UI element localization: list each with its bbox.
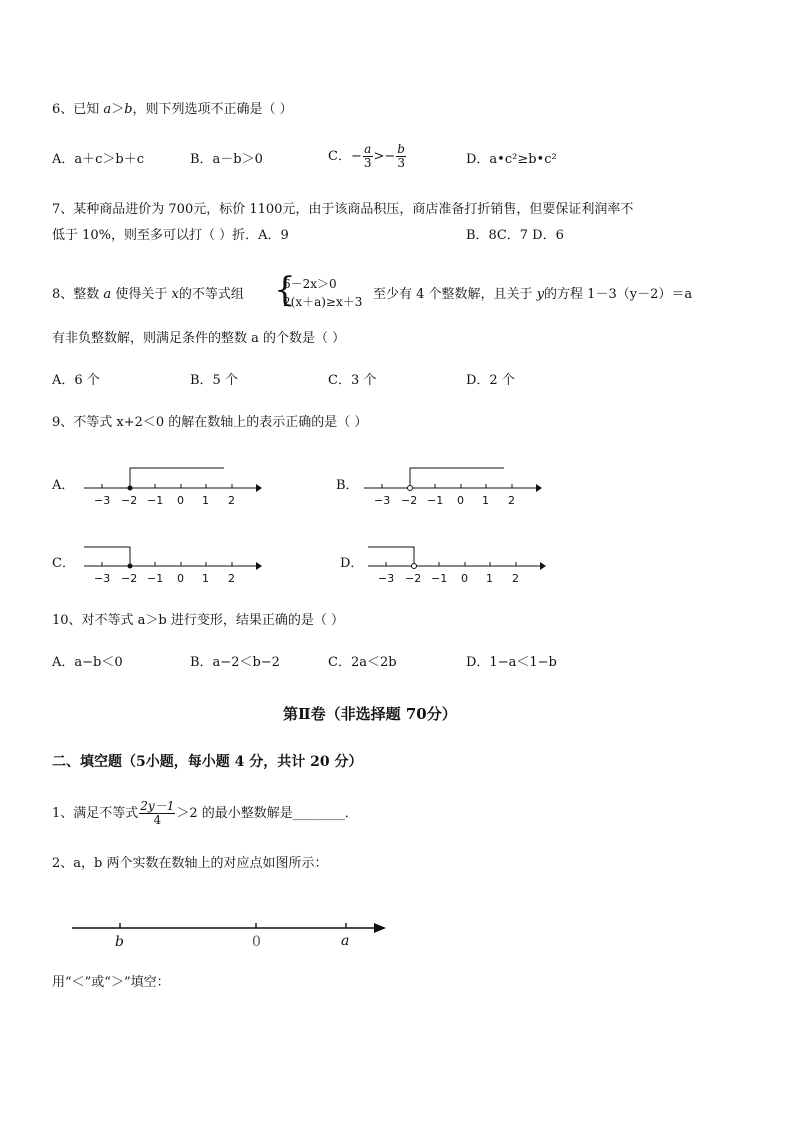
q8-line2: 有非负整数解，则满足条件的整数 a 的个数是（ ） bbox=[52, 331, 346, 346]
solid-point bbox=[128, 486, 133, 491]
hollow-point bbox=[408, 486, 413, 491]
tick-label: −3 bbox=[94, 572, 111, 585]
point-label-a: a bbox=[341, 933, 350, 949]
q9-option-d-label: D． bbox=[340, 556, 364, 571]
point-label-b: b bbox=[115, 934, 124, 950]
q9-option-a-label: A． bbox=[52, 478, 75, 493]
origin-label: 0 bbox=[252, 934, 261, 950]
tick-label: −1 bbox=[427, 494, 444, 507]
q8-option-c: C．3 个 bbox=[328, 373, 377, 388]
q9-option-c-label: C． bbox=[52, 556, 75, 571]
tick-label: −2 bbox=[121, 572, 138, 585]
q8-option-d: D．2 个 bbox=[466, 373, 515, 388]
tick-label: −1 bbox=[431, 572, 448, 585]
tick-label: 0 bbox=[461, 572, 468, 585]
tick-label: −3 bbox=[94, 494, 111, 507]
tick-label: 2 bbox=[508, 494, 515, 507]
tick-label: 1 bbox=[202, 494, 209, 507]
tick-label: −1 bbox=[147, 494, 164, 507]
hollow-point bbox=[412, 564, 417, 569]
tick-label: −1 bbox=[147, 572, 164, 585]
fill-question-1: 1、满足不等式 $\frac{2y-1}{4}$ ＞2 的最小整数解是________． bbox=[52, 799, 358, 827]
tick-label: −2 bbox=[405, 572, 422, 585]
q10-option-b: B．a−2＜b−2 bbox=[190, 655, 280, 670]
inequality-system: 6－2x＞0 2(x＋a)≥x＋3 bbox=[283, 277, 363, 309]
q10-option-a: A．a−b＜0 bbox=[52, 655, 123, 670]
q7-line2-options: B．8C．7 D．6 bbox=[466, 228, 564, 243]
q6-option-b: B．a－b＞0 bbox=[190, 152, 263, 167]
tick-label: 2 bbox=[228, 494, 235, 507]
fill-question-2-instruction: 用“＜”或“＞”填空： bbox=[52, 975, 170, 990]
tick-label: 1 bbox=[486, 572, 493, 585]
tick-label: 0 bbox=[177, 572, 184, 585]
tick-label: 0 bbox=[457, 494, 464, 507]
tick-label: 2 bbox=[228, 572, 235, 585]
number-line-a bbox=[78, 462, 262, 512]
tick-label: 2 bbox=[512, 572, 519, 585]
q9-stem: 9、不等式 x+2＜0 的解在数轴上的表示正确的是（ ） bbox=[52, 415, 368, 430]
q8-stem-continued: 至少有 4 个整数解，且关于 y的方程 1－3（y－2）＝a bbox=[373, 287, 693, 302]
q6-option-d: D．a•c²≥b•c² bbox=[466, 152, 557, 167]
q8-option-a: A．6 个 bbox=[52, 373, 100, 388]
solid-point bbox=[128, 564, 133, 569]
tick-label: −2 bbox=[121, 494, 138, 507]
number-line-d bbox=[362, 540, 546, 590]
q9-option-b-label: B． bbox=[336, 478, 359, 493]
number-line-ab bbox=[68, 912, 390, 952]
number-line-c bbox=[78, 540, 262, 590]
q10-option-c: C．2a＜2b bbox=[328, 655, 397, 670]
part-title: 第Ⅱ卷（非选择题 70分） bbox=[283, 705, 457, 723]
q6-option-c: C．− $\frac{a}{3}$ >− $\frac{b}{3}$ bbox=[328, 142, 405, 170]
q10-stem: 10、对不等式 a＞b 进行变形，结果正确的是（ ） bbox=[52, 613, 345, 628]
q10-option-d: D．1−a＜1−b bbox=[466, 655, 557, 670]
q6-stem: 6、已知 a＞b，则下列选项不正确是（ ） bbox=[52, 102, 293, 117]
q7-line2: 低于 10%，则至多可以打（ ）折．A．9 bbox=[52, 228, 289, 243]
q6-option-a: A．a＋c＞b＋c bbox=[52, 152, 145, 167]
tick-label: 1 bbox=[202, 572, 209, 585]
q8-stem: 8、整数 a 使得关于 x的不等式组 bbox=[52, 287, 244, 302]
section-heading: 二、填空题（5小题，每小题 4 分，共计 20 分） bbox=[52, 754, 363, 770]
q8-option-b: B．5 个 bbox=[190, 373, 238, 388]
number-line-b bbox=[358, 462, 542, 512]
system-brace: { bbox=[274, 270, 296, 310]
tick-label: −3 bbox=[378, 572, 395, 585]
tick-label: −2 bbox=[401, 494, 418, 507]
tick-label: 0 bbox=[177, 494, 184, 507]
fill-question-2-stem: 2、a，b 两个实数在数轴上的对应点如图所示： bbox=[52, 856, 328, 871]
tick-label: 1 bbox=[482, 494, 489, 507]
q7-line1: 7、某种商品进价为 700元，标价 1100元，由于该商品积压，商店准备打折销售，但要保证利润率不 bbox=[52, 202, 634, 217]
tick-label: −3 bbox=[374, 494, 391, 507]
